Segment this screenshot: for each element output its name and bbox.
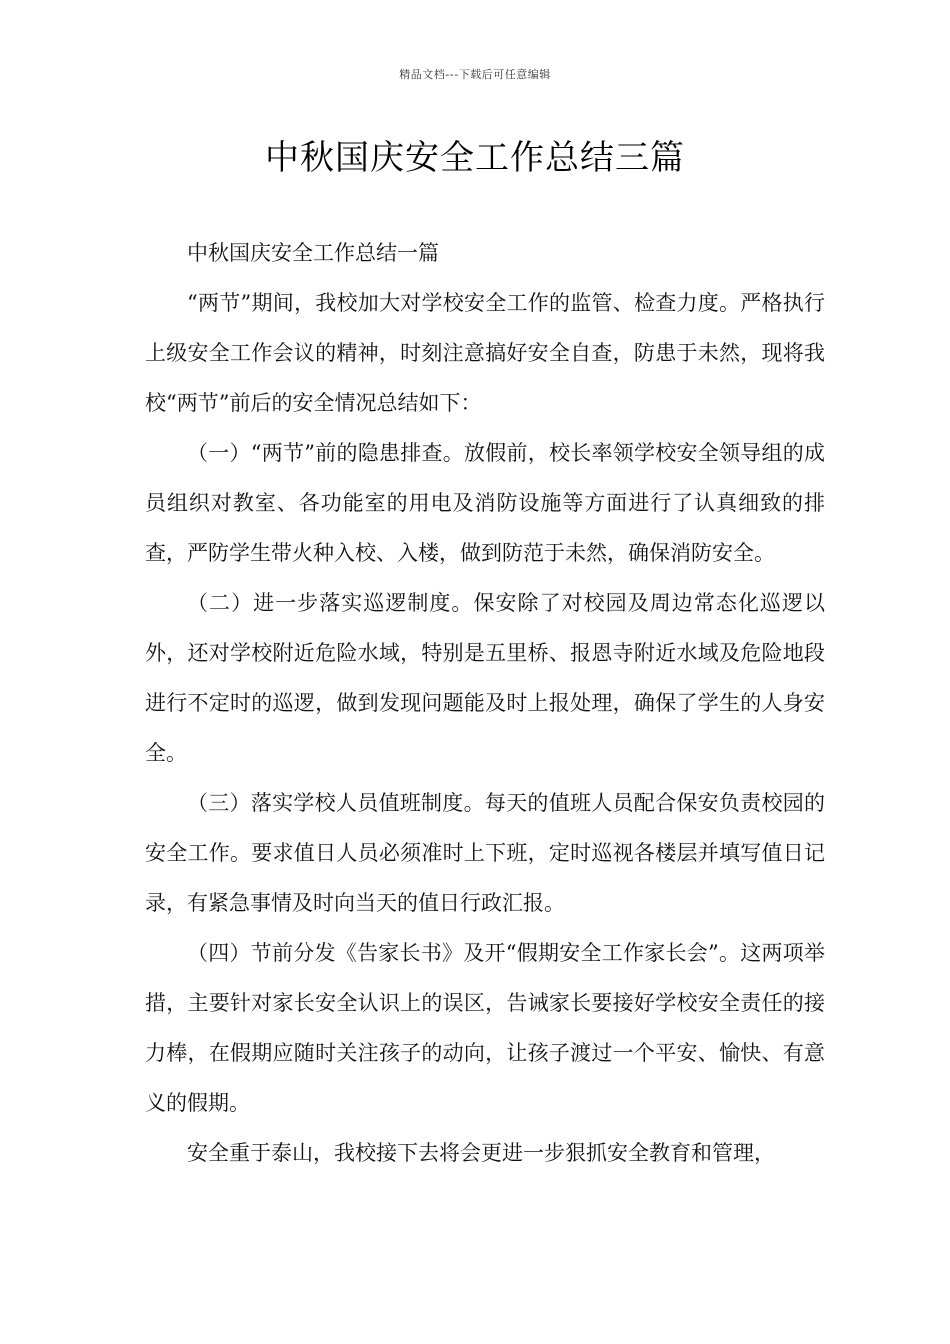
document-body — [145, 228, 825, 1178]
header-note: 精品文档---下载后可任意编辑 — [399, 68, 551, 81]
paragraph-closing: 安全重于泰山，我校接下去将会更进一步狠抓安全教育和管理， — [187, 1141, 775, 1165]
paragraph-item-2: （二）进一步落实巡逻制度。保安除了对校园及周边常态化巡逻以外，还对学校附近危险水域，特别是五里桥、报恩寺附近水域及危险地段进行不定时的巡逻，做到发现问题能及时上报处理，确保了学生的人身安全。 — [145, 591, 825, 765]
document-title: 中秋国庆安全工作总结三篇 — [265, 138, 685, 178]
paragraph-item-3: （三）落实学校人员值班制度。每天的值班人员配合保安负责校园的安全工作。要求值日人员必须准时上下班，定时巡视各楼层并填写值日记录，有紧急事情及时向当天的值日行政汇报。 — [145, 791, 825, 915]
paragraph-intro: “两节”期间，我校加大对学校安全工作的监管、检查力度。严格执行上级安全工作会议的精神，时刻注意搞好安全自查，防患于未然，现将我校“两节”前后的安全情况总结如下： — [145, 291, 825, 415]
paragraph-item-1: （一）“两节”前的隐患排查。放假前，校长率领学校安全领导组的成员组织对教室、各功能室的用电及消防设施等方面进行了认真细致的排查，严防学生带火种入校、入楼，做到防范于未然，确保消防安全。 — [145, 441, 825, 565]
section-subtitle: 中秋国庆安全工作总结一篇 — [187, 241, 439, 265]
paragraph-item-4: （四）节前分发《告家长书》及开“假期安全工作家长会”。这两项举措，主要针对家长安全认识上的误区，告诫家长要接好学校安全责任的接力棒，在假期应随时关注孩子的动向，让孩子渡过一个平安、愉快、有意义的假期。 — [145, 941, 825, 1115]
